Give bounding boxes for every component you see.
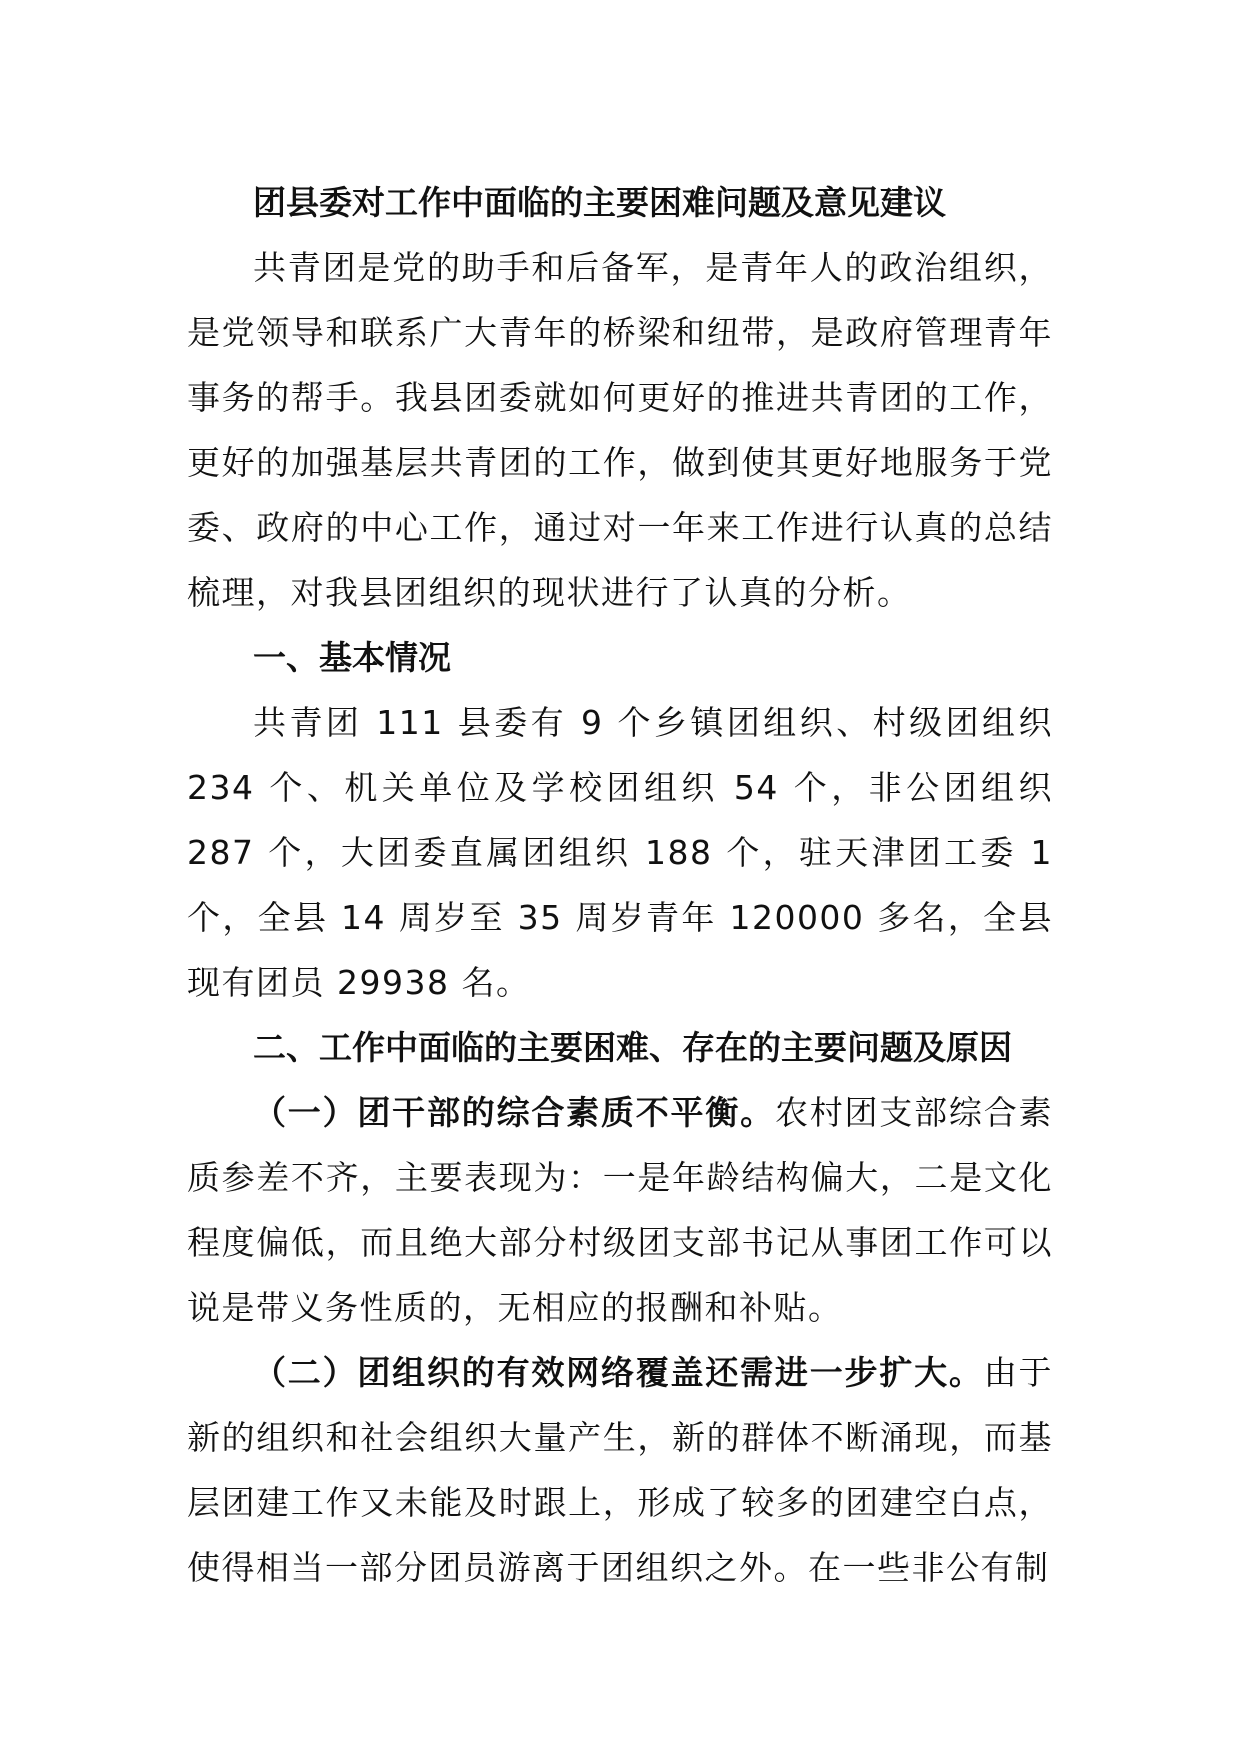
problem-item-2-lead: （二）团组织的有效网络覆盖还需进一步扩大。 xyxy=(253,1353,984,1392)
problem-item-1-text: 农村团支部综合素质参差不齐，主要表现为：一是年龄结构偏大，二是文化程度偏低，而且绝大部分村级团支部书记从事团工作可以说是带义务性质的，无相应的报酬和补贴。 xyxy=(187,1093,1054,1327)
section-heading-basic-info: 一、基本情况 xyxy=(253,638,451,677)
basic-info-paragraph: 共青团 111 县委有 9 个乡镇团组织、村级团组织 234 个、机关单位及学校团组织 54 个，非公团组织 287 个，大团委直属团组织 188 个，驻天津团工委 1 个，全县 14 周岁至 35 周岁青年 120000 多名，全县现有团员 29938 名。 xyxy=(187,703,1053,1002)
intro-paragraph: 共青团是党的助手和后备军，是青年人的政治组织，是党领导和联系广大青年的桥梁和纽带，是政府管理青年事务的帮手。我县团委就如何更好的推进共青团的工作，更好的加强基层共青团的工作，做到使其更好地服务于党委、政府的中心工作，通过对一年来工作进行认真的总结梳理，对我县团组织的现状进行了认真的分析。 xyxy=(187,248,1053,612)
problem-item-1-lead: （一）团干部的综合素质不平衡。 xyxy=(253,1093,775,1132)
section-heading-problems: 二、工作中面临的主要困难、存在的主要问题及原因 xyxy=(253,1028,1012,1067)
problem-item-2-text: 由于新的组织和社会组织大量产生，新的群体不断涌现，而基层团建工作又未能及时跟上，形成了较多的团建空白点，使得相当一部分团员游离于团组织之外。在一些非公有制 xyxy=(187,1353,1054,1587)
document-body xyxy=(187,170,1053,1600)
problem-item-2 xyxy=(187,1340,1053,1600)
document-title: 团县委对工作中面临的主要困难问题及意见建议 xyxy=(253,183,946,222)
problem-item-1 xyxy=(187,1080,1053,1340)
